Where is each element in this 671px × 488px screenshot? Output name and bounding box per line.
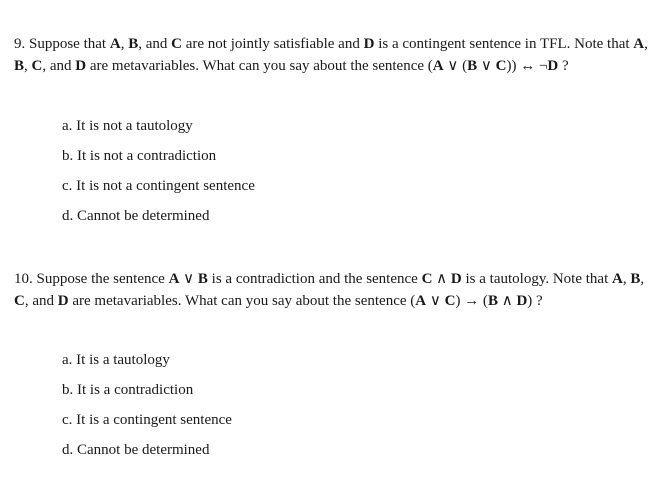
option-d[interactable]: d. Cannot be determined xyxy=(62,208,210,224)
option-d[interactable]: d. Cannot be determined xyxy=(62,442,210,458)
option-c[interactable]: c. It is a contingent sentence xyxy=(62,412,232,428)
option-b[interactable]: b. It is not a contradiction xyxy=(62,148,217,164)
question-10-text: 10. Suppose the sentence A ∨ B is a contradiction and the sentence C ∧ D is a tautology. Note that A, B, C, and D are metavariables. What can you say about the sentence (A ∨ C) → (B ∧ D) ? xyxy=(14,271,645,309)
option-c[interactable]: c. It is not a contingent sentence xyxy=(62,178,255,194)
question-number: 10. xyxy=(14,271,33,287)
question-9 xyxy=(14,33,654,224)
question-10-options xyxy=(62,349,232,469)
question-10 xyxy=(14,268,654,458)
question-9-text: 9. Suppose that A, B, and C are not jointly satisfiable and D is a contingent sentence in TFL. Note that A, B, C, and D are metavariables. What can you say about the sentence (A ∨ (B ∨ C)) ↔ ¬D ? xyxy=(14,36,648,74)
option-b[interactable]: b. It is a contradiction xyxy=(62,382,194,398)
question-number: 9. xyxy=(14,36,26,52)
option-a[interactable]: a. It is not a tautology xyxy=(62,118,193,134)
question-9-options xyxy=(62,115,255,235)
option-a[interactable]: a. It is a tautology xyxy=(62,352,170,368)
